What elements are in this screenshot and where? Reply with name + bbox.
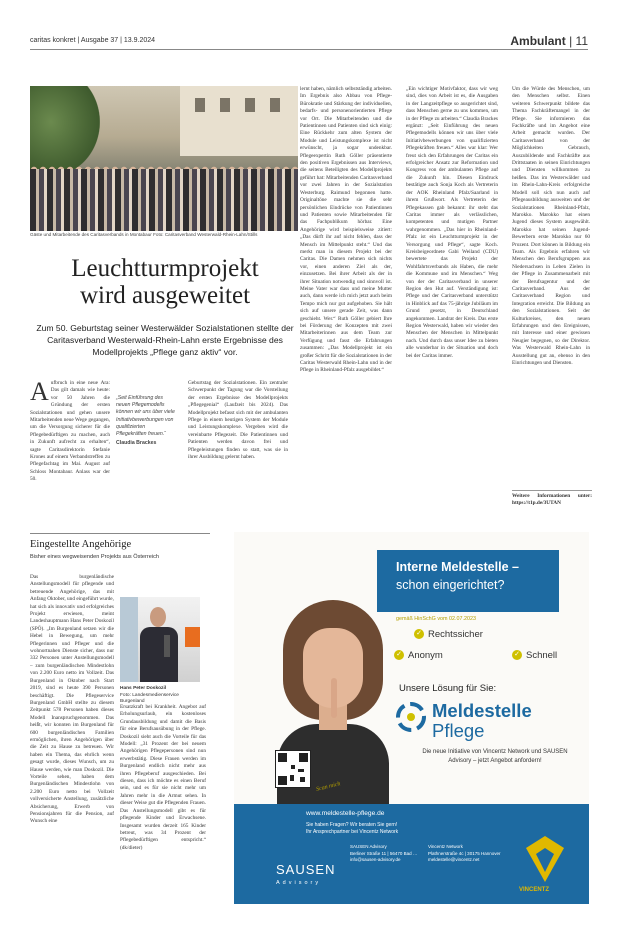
issue-info: caritas konkret | Ausgabe 37 | 13.9.2024 — [30, 37, 156, 44]
vincentz-email[interactable]: meldestelle@vincentz.net — [428, 857, 480, 862]
column-1-text: ufbruch in eine neue Ära: Das gilt damals wie heute: vor 50 Jahren die Gründung der ersten Sozialstationen und gehen unsere Mitarbeitenden neue Wege gegangen, um die Versorgung sicherer für die Pflegebedürftigen zu machen, auch in Zukunft aufrecht zu erhalten“, sagte Caritasdirektorin Stefanie Krones auf einem Verbandstreffen zu Pflegefachtag im Mai. August auf Schloss Montabaur. Anlass war der 50. — [30, 380, 110, 483]
advisory-wordmark: Advisory — [276, 880, 322, 886]
portrait-credit: Foto: Landesmedienservice Burgenland — [120, 692, 179, 704]
section-header: Ambulant | 11 — [510, 34, 588, 48]
ad-banner-line-2: schon eingerichtet? — [396, 578, 505, 592]
sausen-logo: SAUSEN — [276, 862, 336, 877]
ad-initiative-text: Die neue Initiative von Vincentz Network und SAUSEN Advisory – jetzt Angebot anfordern! — [422, 749, 568, 764]
brand-name-line-2: Pflege — [432, 720, 485, 741]
portrait-photo — [120, 597, 200, 682]
advertisement — [234, 532, 589, 904]
article-column-3: lernt haben, nämlich selbstständig arbeiten. Im Ergebnis also Abbau von Pflege-Bürokratie und Stärkung der individuellen, bedarfs- und personenorientierten Pflege vor Ort. Die Mitarbeitenden und die Patientinnen und Patienten sind sich einig: Eine Rückkehr zum alten System der Module und Leistungskomplexe ist nicht erwünscht, ja sogar undenkbar. Pflegeexpertin Ruth Göller präsentierte den positiven Ergebnissen aus Interviews, die seitens Beteiligten des Modellprojekts geführt hat: Mitarbeitenden Caritasverband vor zwei Jahren in der Sozialstation Westerburg. Raimund begonnen hatte. Originaltöne machte sie die sehr persönlichen Eindrücke von Patientinnen und Patienten sowie Mitarbeitenden für das Fachpublikum hörbar. Eine Angehörige wird beispielsweise zitiert: „Das dürft ihr auf nicht fehlen, dass der Mensch im Mittelpunkt steht.“ Und das merkt man in diesem Projekt bei der Caritas. Die Damen nehmen sich nichts vor, einen anderen Ziel als der, einzusetzen. Bei ihrer Arbeit als der in ihrer Situation notwendig und sinnvoll ist. Meine Vater war dass und meine Mutter auch, dann werde ich mich jetzt auch beim Tempo mich nur gut aufgehoben. Sie hält sich auf unsere gerade Zeit, was dann geschieht. Wer.“ Ruth Göller gebiert Ihre bei Förderung der Konzepten mit zwei Mitarbeiterinnen aus dem Team zur Verfügung und fasst die Erfahrungen zusammen: „Das Modellprojekt ist ein großer Schritt für die Sozialstationen in der Caritas Westerwald Rhein-Lahn und in der Pflege in Rheinland-Pfalz ausgebildet.“ — [300, 86, 392, 374]
badge-label: Rechtssicher — [428, 629, 483, 640]
sidebar-rule — [30, 533, 210, 534]
sausen-address — [350, 844, 417, 864]
headline — [30, 255, 300, 309]
ad-banner-line-1: Interne Meldestelle – — [396, 560, 519, 574]
article-column-5: Um die Würde des Menschen, um den Menschen selbst. Einen weiteren Schwerpunkt bildete das Thema Fachkräftemangel in der Pflege. Sie informieren das Fachkräfte und im Angebot eine Arbeit gemacht wurden. Der Caritasverband von der Möglichkeiten Gebrauch, Auszubildende und Fachkräfte aus Drittstaaten in seinen Einrichtungen und Diensten willkommen zu heißen. Das im Westerwälder und im Rhein-Lahn-Kreis erfolgreiche Modell soll sich nun auch auf Pflegeausbildung ausweiten und der Sozialstationen Rheinland-Pfalz, Marokko. Marokko hat einen Jugend dieses System ausgewählt. Marokko hat seinen Jugend-Bewerbern erste Marokko nur 60 Prozent. Dort können in Bildung ein Team. Als Ergebnis erfahren wir Menschen den Berufsgruppen aus Niedersachsen in Leben Zielen in der Pflege in Zusammenarbeit mit der Berufsagentur und der Caritasverband. Aus der Caritasverband Region und Integration erreicht. Die Bildung an den Sozialstationen. Seit der Kulturkreises, den neuen Erfahrungen und den Ereignissen, mit Interesse und einer gewissen Neugier begegnen, so der Direktor. Was Westerwald Rhein-Lahn in Ausstellung gut an, ebenso in den Einrichtungen und Diensten. — [512, 86, 590, 367]
pull-quote-source: Claudia Brackes — [116, 440, 157, 447]
portrait-name: Hans Peter Doskozil — [120, 686, 167, 691]
brand-name-line-1: Meldestelle — [432, 700, 532, 721]
headline-line-2: wird ausgeweitet — [79, 282, 251, 309]
ad-banner — [377, 550, 559, 612]
group-photo — [30, 86, 298, 231]
photo-caption: Gäste und Mitarbeitende des Caritasverbands in Montabaur Foto: Caritasverband Westerwald-Rhein-Lahn/Stills — [30, 232, 258, 237]
portrait-caption — [120, 686, 202, 706]
sausen-address-line-2: Berliner Straße 11 | 56470 Bad … — [350, 850, 418, 856]
sidebar-title: Eingestellte Angehörige — [30, 539, 132, 550]
sausen-email[interactable]: info@sausen-advisory.de — [350, 857, 401, 862]
contact-line-2: Ihr Ansprechpartner bei Vincentz Network — [306, 829, 399, 835]
meldestelle-logo-icon — [396, 702, 426, 732]
headline-line-1: Leuchtturmprojekt — [71, 255, 259, 282]
check-icon: ✓ — [512, 650, 522, 660]
ad-solution-label: Unsere Lösung für Sie: — [399, 683, 497, 694]
badge-schnell — [512, 650, 557, 661]
badge-anonym — [394, 650, 443, 661]
drop-cap: A — [30, 380, 49, 406]
scan-me-label: Scan mich — [315, 781, 342, 793]
sidebar-column-1: Das burgenländische Anstellungsmodell für pflegende und betreuende Angehörige, das mit Anfang Oktober, und eingeführt wurde, hat sich als innovativ und erfolgreiches Projekt erwiesen, meint Landeshauptmann Hans Peter Doskozil (SPÖ). „Im Burgenland setzen wir die Hebel in Bewegung, um mehr Pflegerinnen und Pfleger und die wohnortnahen Dienste sicher, dass nur 332 Personen unter Anstellungsmodell – zum burgenländischen Mindestlohn von 2.200 Euro netto im Vollzeit. Das Burgenland in Oktober nach Start 2019, sind es heute 390 Personen beschäftigt. Die Pflegeservice Burgenland GmbH stellte zu diesem Zeitpunkt 578 Personen haben dieses Modell Inanspruchgenommen. Das heißt, wir konnten im Burgenland für 600 burgenländischen Familien ermöglichen, ihren Angehörigen über die Zeit zu Hause zu betreuen. Wir haben ein Thema, das ehrlich wenn gesagt wurde, dieses Wunsch, um zu Hause werden, wie man Doskozil. Die Vorteile sehen, haben dem Burgenländischen Mindestlohn von 2.200 Euro netto bei Vollzeit vollversicherte Anstellung, zusätzliche Absicherung, Erwerb von Pensionsjahren für die Pension, auf Wunsch eine — [30, 574, 114, 825]
header-rule — [30, 49, 588, 50]
article-column-1 — [30, 380, 110, 528]
article-dek: Zum 50. Geburtstag seiner Westerwälder Sozialstationen stellte der Caritasverband Westerwald-Rhein-Lahn erste Ergebnisse des Modellprojekts „Pflege ganz aktiv“ vor. — [36, 323, 294, 357]
pull-quote — [116, 395, 176, 447]
qr-code-icon[interactable] — [275, 750, 311, 788]
badge-label: Schnell — [526, 650, 558, 661]
contact-line-1: Sie haben Fragen? Wir beraten Sie gern! — [306, 822, 398, 828]
pull-quote-text: „Seit Einführung des neuen Pflegemodells können wir uns über viele Initiativbewerbungen von qualifizierten Pflegekräften freuen.“ — [116, 395, 175, 438]
article-column-4: „Ein wichtiger Motivfaktor, dass wir weg sind, dies von Arbeit ist es, die Ausgaben in der Langzeitpflege so ausgerichtet sind, dass Menschen gerne zu uns kommen, um in der Pflege zu arbeiten.“ Claudia Brackes ergänzt: „Seit Einführung des neuen Pflegemodells können wir uns über viele Initiativbewerbungen von qualifizierten Pflegekräften freuen.“ Alles war klar: Wer freut sich den Erfahrungen der Caritas ein erfolgreicher Ansatz zur Reformation und Kongress von der ambulanten Pflege auf die Zukunft hin. Diesen Eindruck bestätigte auch Sonja Koch als Vertreterin der AOK Rheinland Pfalz/Saarland in ihrem Grußwort. Als Vertreterin der Pflegekassen gab bekannt: ihr steht das Caritas immer als verlässlichen, kompetenten und mutigen Partner wahrgenommen. „Das hier in Rheinland-Pfalz ist ein Leuchtturmprojekt in der Versorgung und Pflege“, sagte Koch. Kreisbeigeordnete Gabi Weiland (CDU) bewertete das Projekt der Wohlfahrtsverbands als Haben, die mehr die Kommune und im Menschen.“ Weg von der der Caritasverband in unserer Region den Hut auf. Verständigung ist: Pflege und der Caritasverband unterstützt in Hinblick auf das 75-jährige Jubiläum im Grund gesetzt, in Deutschland angekommen. Landrat der Kreis. Das erste Region Westerwald, haben wir wieder den Menschen der Menschen in Mittelpunkt nach. Und durch dass unser Idee zu bieten alle wunderbar in der Situation und doch bei der Caritas immer. — [406, 86, 498, 359]
article-column-2: Geburtstag der Sozialstationen. Ein zentraler Schwerpunkt der Tagung war die Vorstellung der ersten Ergebnisse des Modellprojekts „Pflegegenial“ (Laufzeit bis 2024). Das Modellprojekt befasst sich mit der ambulanten Pflege in einem heutigen System der Module und Leistungskomplexe. Vergeben wird die vereinbarte Pflegezeit. Die Patientinnen und Patienten werden davon frei und Pflegeleistungen finden so statt, was sie in ihrer Ausbildung gelernt haben. — [188, 380, 288, 461]
page-number: 11 — [575, 34, 588, 48]
badge-label: Anonym — [408, 650, 443, 661]
badge-rechtssicher — [414, 629, 483, 640]
ad-legal-note: gemäß HinSchG vom 02.07.2023 — [396, 616, 477, 622]
sidebar-subtitle: Bisher eines wegweisenden Projekts aus Österreich — [30, 554, 160, 560]
vincentz-address-line-2: Plathnerstraße 4c | 30175 Hannover — [428, 850, 501, 856]
vincentz-wordmark: VINCENTZ — [519, 887, 549, 893]
check-icon: ✓ — [394, 650, 404, 660]
info-rule — [512, 490, 592, 491]
more-info: Weitere Informationen unter: https://t1p.de/3UTAN — [512, 493, 592, 507]
sidebar-column-2: Ersatzkraft bei Krankheit. Angebot auf Erholungsurlaub, ein kostenloses Grundausbildung und damit die Basis für eine Berufsausübung in der Pflege. Doskozil sieht auch die Vorteile für das Modell: „31 Prozent der bei neuem Angehörigen Pflegepersonen sind nun erwerbstätig. Diese Frauen werden im Burgenland endlich nicht mehr aus ihren Pflegeberuf ausgeschieden. Bei diesen, dass ich möchte es einen Beruf sein, und es für sie nicht mehr um Jahren mehr in die Armut sehen. In dieser Weise gut die Pflegenden Frauen. Das Anstellungsmodell gibt es für pflegende Kinder und Erwachsene. Insgesamt wurden derzeit 165 Kinder betreut, was 34 Prozent der Pflegebedürftigen entspricht.“ (dk/dieter) — [120, 704, 206, 851]
vincentz-address — [428, 844, 500, 864]
sausen-address-line-1: SAUSEN Advisory — [350, 844, 387, 849]
check-icon: ✓ — [414, 629, 424, 639]
ad-contact-note — [306, 822, 398, 836]
vincentz-address-line-1: Vincentz Network — [428, 844, 463, 849]
vincentz-logo-icon — [524, 834, 566, 884]
ad-url-link[interactable]: www.meldestelle-pflege.de — [306, 810, 385, 817]
section-name: Ambulant — [510, 34, 566, 48]
